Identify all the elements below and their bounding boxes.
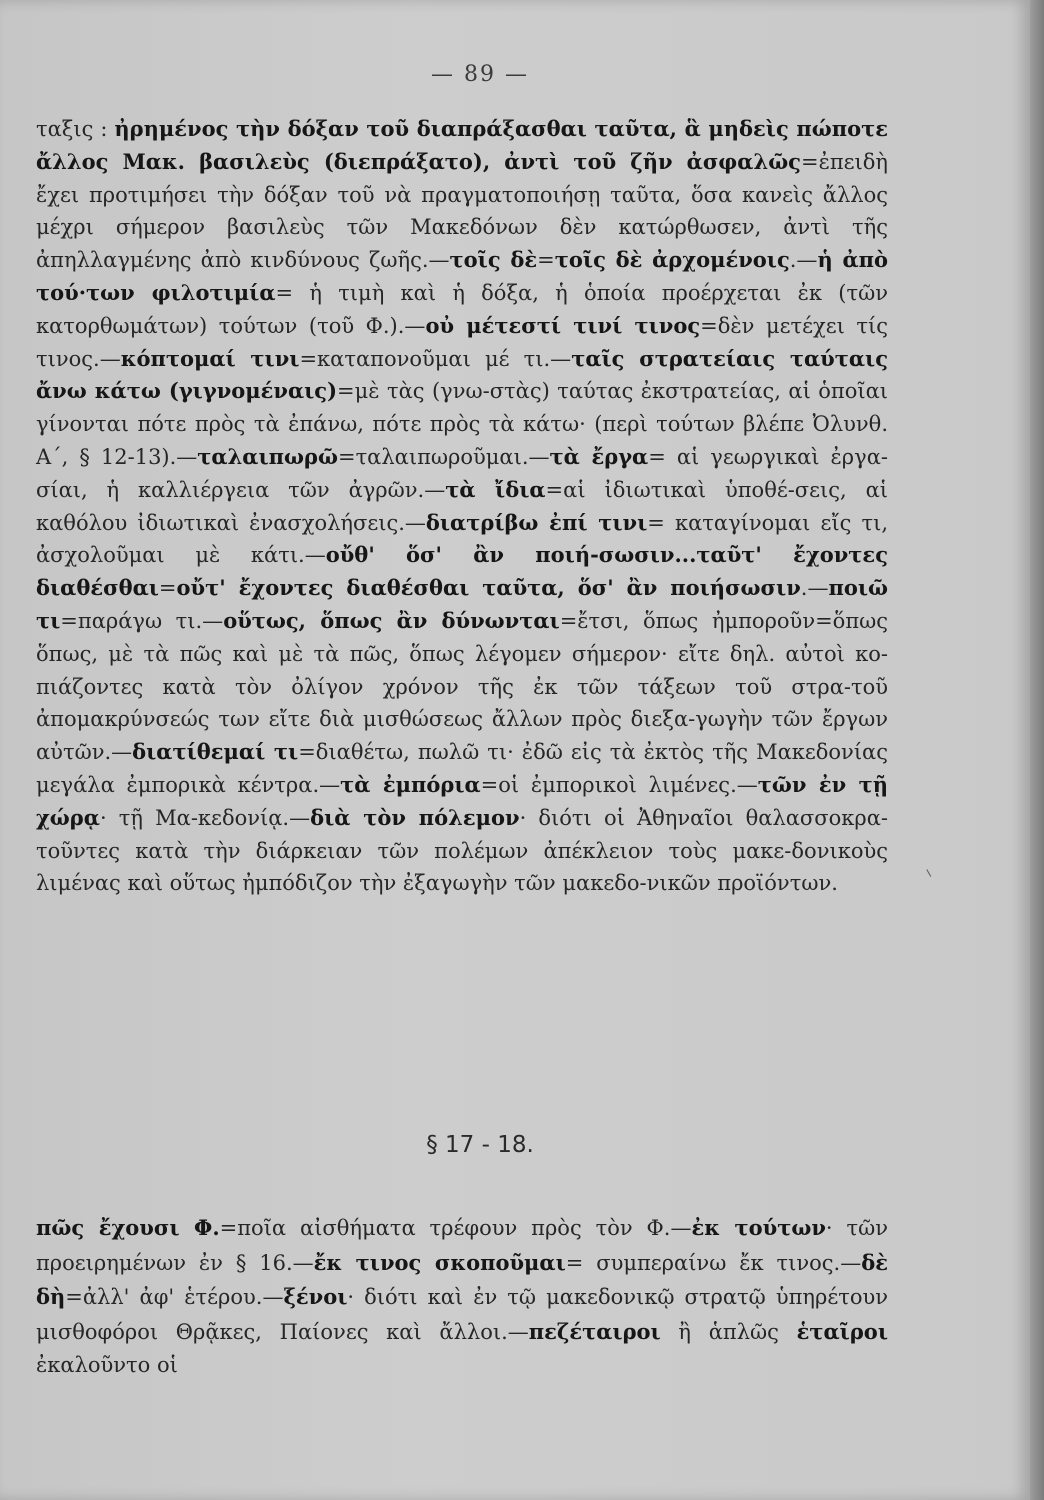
lemma: διατίθεμαί τι xyxy=(132,739,299,765)
lemma: τοῖς δὲ xyxy=(449,247,538,273)
lemma: δὲ δὴ xyxy=(36,1249,888,1309)
text-run: =διαθέτω, πωλῶ τι· ἐδῶ εἰς τὰ ἐκτὸς τῆς Μακεδονίας μεγάλα ἐμπορικὰ κέντρα.— xyxy=(36,740,888,797)
text-run: .— xyxy=(800,576,829,601)
text-run: = συμπεραίνω ἔκ τινος.— xyxy=(565,1250,862,1275)
stray-mark xyxy=(926,867,934,876)
lemma: ἔκ τινος σκοποῦμαι xyxy=(313,1249,566,1275)
text-run: ταξις : xyxy=(36,117,115,141)
lemma: ποιῶ τι xyxy=(36,575,888,633)
lemma: ἐκ τούτων xyxy=(691,1215,826,1240)
lemma: πεζέταιροι xyxy=(528,1318,661,1344)
text-run: =μὲ τὰς (γνω-στὰς) ταύτας ἐκστρατείας, αἱ ὁποῖαι γίνονται πότε πρὸς τὰ ἐπάνω, πότε πρὸς τὰ κάτω· (περὶ τούτων βλέπε Ὀλυνθ. Α΄, § 12-13).— xyxy=(36,379,888,469)
text-run: =ἐπειδὴ ἔχει προτιμήσει τὴν δόξαν τοῦ νὰ πραγματοποιήσῃ ταῦτα, ὅσα κανεὶς ἄλλος μέχρι σήμερον βασιλεὺς τῶν Μακεδόνων δὲν κατώρθωσεν, ἀντὶ τῆς ἀπηλλαγμένης ἀπὸ κινδύνους ζωῆς.— xyxy=(36,149,888,273)
text-run: · τῶν προειρημένων ἐν § 16.— xyxy=(36,1216,888,1275)
lemma: κόπτομαί τινι xyxy=(120,345,300,371)
text-run: =ἔτσι, ὅπως ἠμποροῦν=ὅπως ὅπως, μὲ τὰ πῶς καὶ μὲ τὰ πῶς, ὅπως λέγομεν σήμερον· εἴτε δηλ. αὐτοὶ κο-πιάζοντες κατὰ τὸν ὀλίγον χρόνον τῆς ἐκ τῶν τάξεων τοῦ στρα-τοῦ ἀπομακρύνσεώς των εἴτε διὰ μισθώσεως ἄλλων πρὸς διεξα-γωγὴν τῶν ἔργων αὐτῶν.— xyxy=(36,608,889,765)
lemma: οὔτ' ἔχοντες διαθέσθαι ταῦτα, ὅσ' ἂν ποιήσωσιν xyxy=(176,575,801,601)
lemma: τῶν ἐν τῇ χώρᾳ xyxy=(36,771,888,830)
text-run: =οἱ ἐμπορικοὶ λιμένες.— xyxy=(480,772,758,797)
text-run: = xyxy=(537,248,555,273)
text-run: = ἡ τιμὴ καὶ ἡ δόξα, ἡ ὁποία προέρχεται ἐκ (τῶν κατορθωμάτων) τούτων (τοῦ Φ.).— xyxy=(36,280,888,338)
text-run: · διότι καὶ ἐν τῷ μακεδονικῷ στρατῷ ὑπηρέτουν μισθοφόροι Θρᾷκες, Παίονες καὶ ἄλλοι.— xyxy=(36,1285,889,1344)
text-run: =ταλαιπωροῦμαι.— xyxy=(337,444,550,469)
lemma: ἑταῖροι xyxy=(796,1318,888,1344)
book-spine-shadow xyxy=(1030,0,1044,1500)
lemma: οὔθ' ὅσ' ἂν ποιή-σωσιν...ταῦτ' ἔχοντες διαθέσθαι xyxy=(36,542,888,601)
text-run: = αἱ γεωργικαὶ ἐργα-σίαι, ἡ καλλιέργεια τῶν ἀγρῶν.— xyxy=(36,444,888,502)
text-run: = καταγίνομαι εἴς τι, ἀσχολοῦμαι μὲ κάτι.— xyxy=(36,510,888,568)
commentary-paragraph xyxy=(36,113,888,900)
text-run: · τῇ Μα-κεδονίᾳ.— xyxy=(99,805,311,830)
text-run: =καταπονοῦμαι μέ τι.— xyxy=(299,346,572,371)
lemma: διὰ τὸν πόλεμον xyxy=(310,804,520,830)
lemma: ταλαιπωρῶ xyxy=(197,443,338,469)
text-run: · διότι οἱ Ἀθηναῖοι θαλασσοκρα-τοῦντες κατὰ τὴν διάρκειαν τῶν πολέμων ἀπέκλειον τοὺς μακε-δονικοὺς λιμένας καὶ οὕτως ἠμπόδιζον τὴν ἐξαγωγὴν τῶν μακεδο-νικῶν προϊόντων. xyxy=(36,805,888,896)
section-commentary-paragraph xyxy=(36,1211,888,1383)
lemma: ἠρημένος τὴν δόξαν τοῦ διαπράξασθαι ταῦτα, ἃ μηδεὶς πώποτε ἄλλος Μακ. βασιλεὺς (διεπράξατο), ἀντὶ τοῦ ζῆν ἀσφαλῶς xyxy=(36,116,888,174)
lemma: πῶς ἔχουσι Φ. xyxy=(36,1215,220,1240)
lemma: οὕτως, ὅπως ἂν δύνωνται xyxy=(223,607,560,633)
page-number: — 89 — xyxy=(431,62,529,87)
lemma: οὐ μέτεστί τινί τινος xyxy=(425,312,701,338)
text-run: =αἱ ἰδιωτικαὶ ὑποθέ-σεις, αἱ καθόλου ἰδιωτικαὶ ἐνασχολήσεις.— xyxy=(36,477,889,535)
text-run: =ἀλλ' ἀφ' ἑτέρου.— xyxy=(65,1285,284,1309)
lemma: τὰ ἔργα xyxy=(549,443,649,469)
lemma: ταῖς στρατείαις ταύταις ἄνω κάτω (γιγνομέναις) xyxy=(36,345,888,404)
text-run: .— xyxy=(789,248,818,273)
text-run: =παράγω τι.— xyxy=(60,608,224,633)
lemma: ἡ ἀπὸ τού·των φιλοτιμία xyxy=(36,247,888,305)
text-run: ἢ ἁπλῶς xyxy=(660,1319,797,1344)
lemma: διατρίβω ἐπί τινι xyxy=(425,509,648,535)
text-run: ἐκαλοῦντο οἱ xyxy=(36,1353,178,1377)
text-run: =ποῖα αἰσθήματα τρέφουν πρὸς τὸν Φ.— xyxy=(219,1216,692,1240)
lemma: ξένοι xyxy=(283,1284,348,1309)
text-run: = xyxy=(158,576,177,601)
lemma: τὰ ἐμπόρια xyxy=(340,771,481,797)
lemma: τὰ ἴδια xyxy=(445,476,546,502)
text-run: =δὲν μετέχει τίς τινος.— xyxy=(36,313,889,371)
section-heading: § 17 - 18. xyxy=(426,1132,534,1158)
lemma: τοῖς δὲ ἀρχομένοις xyxy=(554,247,790,273)
